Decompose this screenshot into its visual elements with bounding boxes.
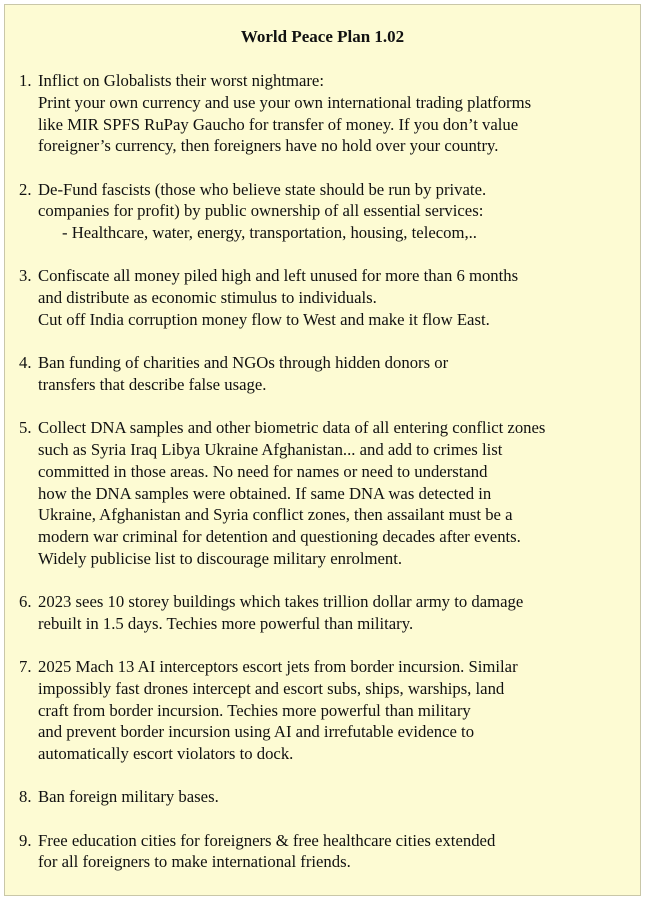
plan-item-line: like MIR SPFS RuPay Gaucho for transfer of money. If you don’t value [38,114,519,134]
document-title: World Peace Plan 1.02 [240,27,405,46]
plan-item-text [38,179,634,244]
plan-item-line: transfers that describe false usage. [38,374,267,394]
plan-item-number: 8. [19,787,32,807]
plan-item [19,656,634,765]
plan-item-line: De-Fund fascists (those who believe state should be run by private. [38,179,487,199]
plan-item-line: Inflict on Globalists their worst nightmare: [38,71,324,90]
plan-item-line: Widely publicise list to discourage military enrolment. [38,548,403,568]
plan-item-line: Ban foreign military bases. [38,787,219,807]
plan-item-text [38,830,634,874]
plan-item-text [38,70,634,157]
plan-item-line: 2025 Mach 13 AI interceptors escort jets from border incursion. Similar [38,657,518,677]
plan-item-line: automatically escort violators to dock. [38,744,294,764]
plan-item-line: Confiscate all money piled high and left unused for more than 6 months [38,266,519,286]
plan-item-line: 2023 sees 10 storey buildings which takes trillion dollar army to damage [38,592,524,612]
plan-list [19,70,634,895]
plan-item-line: Ukraine, Afghanistan and Syria conflict zones, then assailant must be a [38,505,513,525]
plan-item [19,352,634,396]
plan-item-line: how the DNA samples were obtained. If same DNA was detected in [38,483,492,503]
plan-item-line: and distribute as economic stimulus to individuals. [38,288,377,308]
plan-item-line: Cut off India corruption money flow to West and make it flow East. [38,309,490,329]
plan-item-number: 2. [19,179,32,199]
plan-item-line: and prevent border incursion using AI and irrefutable evidence to [38,722,475,742]
plan-item-text [38,786,634,808]
plan-item [19,417,634,570]
plan-item-line: craft from border incursion. Techies more powerful than military [38,700,471,720]
plan-item-number: 4. [19,353,32,373]
plan-item-line: Ban funding of charities and NGOs through hidden donors or [38,353,449,373]
plan-item-line: Print your own currency and use your own international trading platforms [38,92,532,112]
plan-item [19,591,634,635]
plan-item [19,70,634,157]
document-page [4,4,641,896]
plan-item-subline: - Healthcare, water, energy, transportation, housing, telecom,.. [62,223,477,243]
plan-item [19,786,634,808]
plan-item-line: Collect DNA samples and other biometric data of all entering conflict zones [38,418,546,438]
plan-item-text [38,417,634,570]
plan-item-line: foreigner’s currency, then foreigners have no hold over your country. [38,136,499,156]
plan-item [19,265,634,330]
plan-item-number: 7. [19,657,32,677]
plan-item-text [38,591,634,635]
plan-item-line: committed in those areas. No need for names or need to understand [38,461,488,481]
plan-item-line: impossibly fast drones intercept and escort subs, ships, warships, land [38,678,505,698]
plan-item-number: 1. [19,71,32,90]
plan-item [19,830,634,874]
plan-item-line: companies for profit) by public ownership of all essential services: [38,201,484,221]
plan-item-line: rebuilt in 1.5 days. Techies more powerful than military. [38,613,414,633]
plan-item-line: such as Syria Iraq Libya Ukraine Afghanistan... and add to crimes list [38,439,503,459]
plan-item-number: 9. [19,830,32,850]
plan-item-number: 5. [19,418,32,438]
plan-item-number: 3. [19,266,32,286]
plan-item-line: for all foreigners to make international friends. [38,852,351,872]
plan-item-text [38,656,634,765]
plan-item-text [38,265,634,330]
plan-item-line: Free education cities for foreigners & free healthcare cities extended [38,830,496,850]
plan-item [19,179,634,244]
plan-item-text [38,352,634,396]
plan-item-line: modern war criminal for detention and questioning decades after events. [38,527,521,547]
plan-item-number: 6. [19,592,32,612]
